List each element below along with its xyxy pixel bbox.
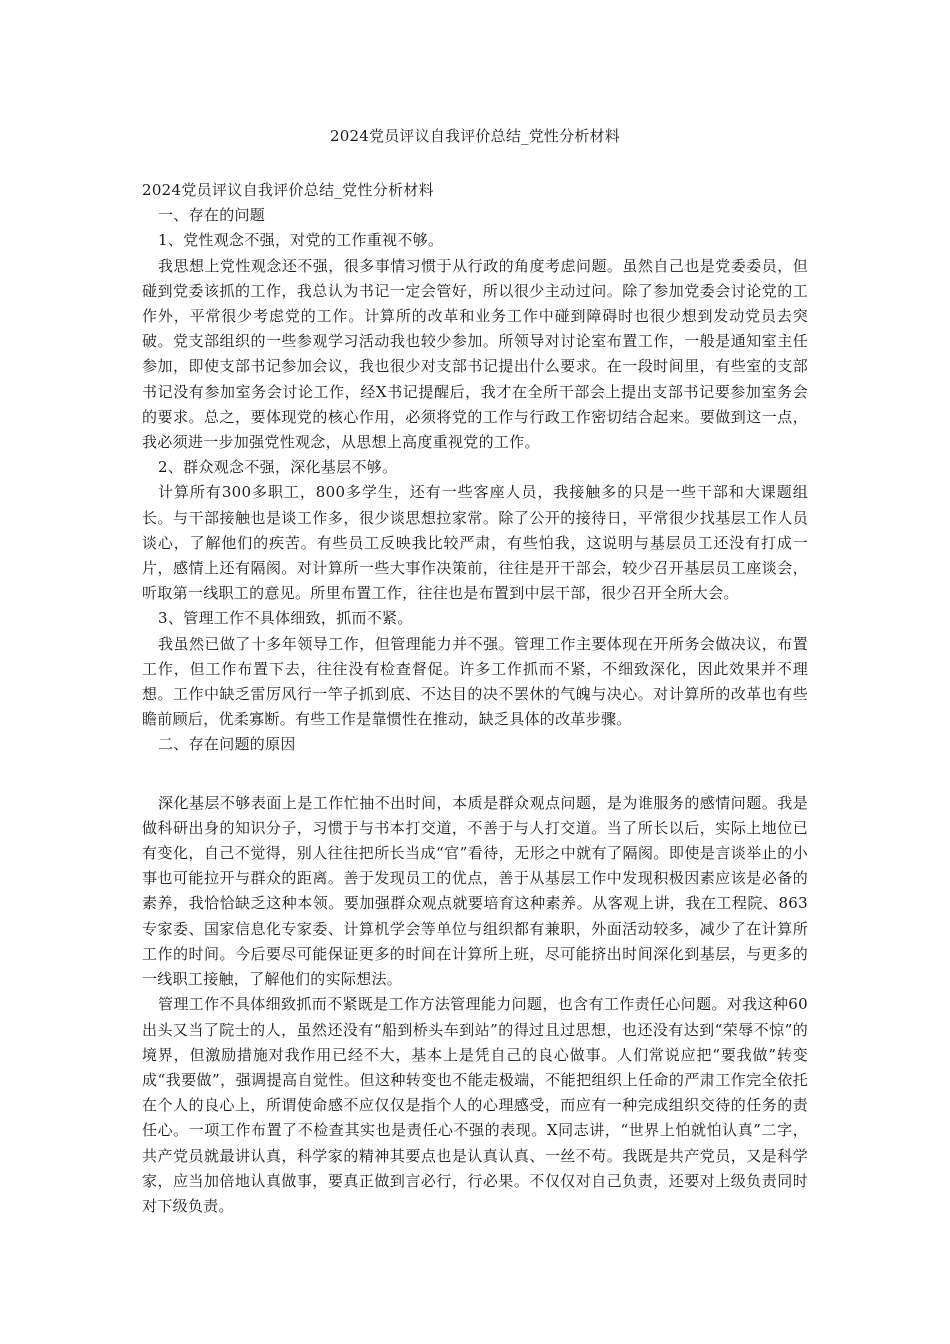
paragraph-mass-awareness: 计算所有300多职工，800多学生，还有一些客座人员，我接触多的只是一些干部和大课题组长。与干部接触也是谈工作多，很少谈思想拉家常。除了公开的接待日，平常很少找基层工作人员谈心，了解他们的疾苦。有些员工反映我比较严肃，有些怕我，这说明与基层员工还没有打成一片，感情上还有隔阂。对计算所一些大事作决策前，往往是开干部会，较少召开基层员工座谈会，听取第一线职工的意见。所里布置工作，往往也是布置到中层干部，很少召开全所大会。 [142, 483, 808, 603]
section-heading-problems: 一、存在的问题 [158, 206, 266, 225]
subheading-management: 3、管理工作不具体细致，抓而不紧。 [158, 609, 413, 628]
document-body [142, 178, 808, 1219]
document-subtitle: 2024党员评议自我评价总结_党性分析材料 [142, 181, 434, 199]
paragraph-management: 我虽然已做了十多年领导工作，但管理能力并不强。管理工作主要体现在开所务会做决议，布置工作，但工作布置下去，往往没有检查督促。许多工作抓而不紧，不细致深化，因此效果并不理想。工作中缺乏雷厉风行一竿子抓到底、不达目的决不罢休的气魄与决心。对计算所的改革也有些瞻前顾后，优柔寡断。有些工作是靠惯性在推动，缺乏具体的改革步骤。 [142, 634, 808, 729]
paragraph-party-awareness: 我思想上党性观念还不强，很多事情习惯于从行政的角度考虑问题。虽然自己也是党委委员，但碰到党委该抓的工作，我总认为书记一定会管好，所以很少主动过问。除了参加党委会讨论党的工作外，平常很少考虑党的工作。计算所的改革和业务工作中碰到障碍时也很少想到发动党员去突破。党支部组织的一些参观学习活动我也较少参加。所领导对讨论室布置工作，一般是通知室主任参加，即使支部书记参加会议，我也很少对支部书记提出什么要求。在一段时间里，有些室的支部书记没有参加室务会讨论工作，经X书记提醒后，我才在全所干部会上提出支部书记要参加室务会的要求。总之，要体现党的核心作用，必须将党的工作与行政工作密切结合起来。要做到这一点，我必须进一步加强党性观念，从思想上高度重视党的工作。 [142, 256, 808, 452]
subheading-party-awareness: 1、党性观念不强，对党的工作重视不够。 [158, 231, 444, 250]
paragraph-spacer [142, 758, 808, 791]
subheading-mass-awareness: 2、群众观念不强，深化基层不够。 [158, 458, 398, 477]
section-heading-causes: 二、存在问题的原因 [158, 735, 296, 754]
paragraph-causes-grassroots: 深化基层不够表面上是工作忙抽不出时间，本质是群众观点问题，是为谁服务的感情问题。我是做科研出身的知识分子，习惯于与书本打交道，不善于与人打交道。当了所长以后，实际上地位已有变化，自己不觉得，别人往往把所长当成“官”看待，无形之中就有了隔阂。即使是言谈举止的小事也可能拉开与群众的距离。善于发现员工的优点，善于从基层工作中发现积极因素应该是必备的素养，我恰恰缺乏这种本领。要加强群众观点就要培育这种素养。从客观上讲，我在工程院、863专家委、国家信息化专家委、计算机学会等单位与组织都有兼职，外面活动较多，减少了在计算所工作的时间。今后要尽可能保证更多的时间在计算所上班，尽可能挤出时间深化到基层，与更多的一线职工接触，了解他们的实际想法。 [142, 793, 808, 989]
page-title: 2024党员评议自我评价总结_党性分析材料 [330, 127, 620, 145]
paragraph-causes-management: 管理工作不具体细致抓而不紧既是工作方法管理能力问题，也含有工作责任心问题。对我这种60出头又当了院士的人，虽然还没有“船到桥头车到站”的得过且过思想，也还没有达到“荣辱不惊”的境界，但激励措施对我作用已经不大，基本上是凭自己的良心做事。人们常说应把“要我做”转变成“我要做”，强调提高自觉性。但这种转变也不能走极端，不能把组织上任命的严肃工作完全依托在个人的良心上，所谓使命感不应仅仅是指个人的心理感受，而应有一种完成组织交待的任务的责任心。一项工作布置了不检查其实也是责任心不强的表现。X同志讲，“世界上怕就怕认真”二字，共产党员就最讲认真，科学家的精神其要点也是认真认真、一丝不苟。我既是共产党员，又是科学家，应当加倍地认真做事，要真正做到言必行，行必果。不仅仅对自己负责，还要对上级负责同时对下级负责。 [142, 995, 808, 1215]
